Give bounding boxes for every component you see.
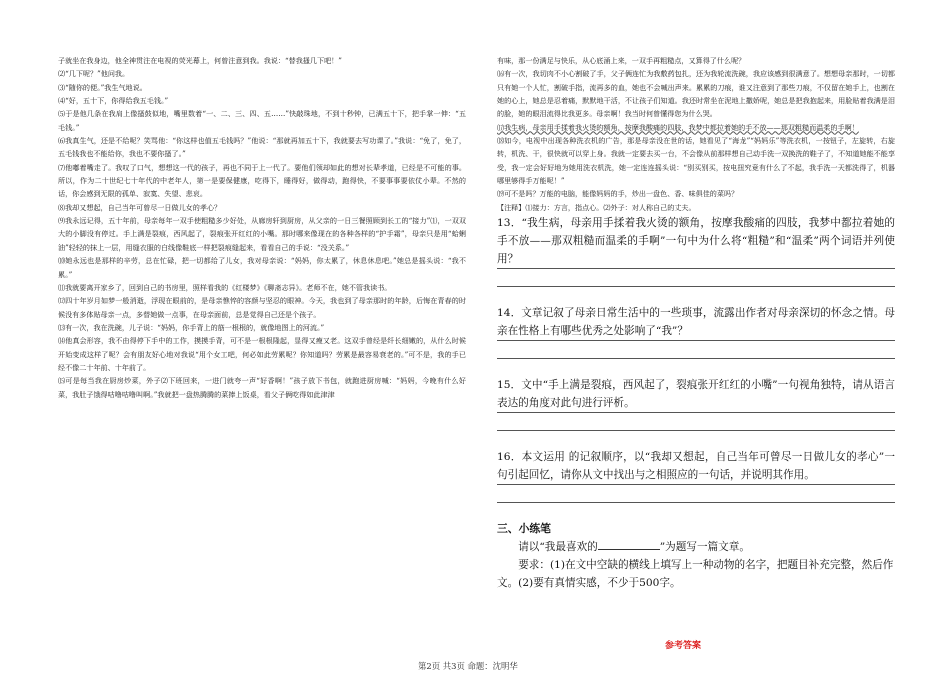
answer-key-link[interactable]: 参考答案 <box>665 641 702 651</box>
reading-paragraph: ⒃有一次，我切肉不小心割破了手，父子俩连忙为我敷药包扎，还为我轮流洗碗，我应该感到很满意了。想想母亲那时，一切都只有她一个人忙，割破手指，流再多的血，她也不会喊出声来。累累的刀痕，谁又注意到了那些刀痕，不仅留在她手上，也割在她的心上，她总是忍着痛，默默地干活，不让孩子们知道。我还时常坐在泥地上撒娇呢，她总是把我抱起来，用脸贴着我满是泪的脸，她的眼泪流得比我更多。母亲啊！我当时何曾懂得您为什么哭。 <box>497 69 895 119</box>
answer-line[interactable] <box>497 268 895 269</box>
prompt-before: 请以“我最喜欢的 <box>518 541 598 554</box>
reading-paragraph: ⑺他嘟着嘴走了。我叹了口气，想想这一代的孩子，再也不同于上一代了。要他们领却如此的想对长辈孝道，已经是不可能的事。所以，作为二十世纪七十年代的中老年人，第一是要保健康，吃得下，睡得好，做得动，跑得快，不要事事要依仗小辈。不然的话，你会感到无限的孤单、寂寞、失望、悲哀。 <box>58 162 466 199</box>
reading-paragraph: ⑵“几下呢？”他问我。 <box>58 69 130 79</box>
page-footer: 第2页 共3页 命题：沈明华 <box>418 661 518 671</box>
reading-paragraph: ⒀有一次，我在洗碗，儿子说：“妈妈，你手背上的筋一根根的，就像地图上的河流。” <box>58 322 325 332</box>
answer-line[interactable] <box>497 340 895 341</box>
reading-paragraph: ⑶“随你的便。”我生气地说。 <box>58 82 147 92</box>
section-title: 三、小练笔 <box>497 522 551 536</box>
question-14: 14．文章记叙了母亲日常生活中的一些琐事，流露出作者对母亲深切的怀念之情。母亲在性格上有哪些优秀之处影响了“我”？ <box>497 307 895 338</box>
left-column <box>58 54 466 401</box>
answer-line[interactable] <box>497 286 895 287</box>
reading-paragraph: ⑸于是他几条在我肩上像搔鼓似地，嘴里数着“一、二、三、四、五……”快敲珠地，不到十秒钟，已满五十下，把手掌一伸：“五毛钱。” <box>58 109 466 132</box>
answer-line[interactable] <box>497 430 895 431</box>
writing-requirements: 要求：(1)在文中空缺的横线上填写上一种动物的名字，把题目补充完整，然后作文。(2)要有真情实感，不少于500字。 <box>497 559 894 590</box>
reading-paragraph: ⒁他真会形容，我不由得停下手中的工作，摸摸手背，可不是一根根隆起，显得又瘦又老。这双手曾经是纤长细嫩的，从什么时候开始变成这样了呢？会有朋友好心地对我说“用个女工吧，何必如此劳累呢？你知道吗？劳累是最容易衰老的。”可不是，我的手已经不像二十年前、十年前了。 <box>58 336 466 372</box>
reading-paragraph: ⑻我却又想起，自己当年可曾尽一日做儿女的孝心？ <box>58 202 222 212</box>
answer-line[interactable] <box>497 502 895 503</box>
question-15: 15．文中“手上满是裂痕，西风起了，裂痕张开红红的小嘴”一句视角独特，请从语言表达的角度对此句进行评析。 <box>497 379 895 410</box>
reading-paragraph: ⒂可是每当我在厨房炒菜，外子⑵下班回来，一进门就夸一声“好香啊！”孩子放下书包，就跑进厨房喊：“妈妈，今晚有什么好菜，我肚子饿得咕噜咕噜叫啊。”我就把一盘热腾腾的菜捧上饭桌，看父子俩吃得如此津津 <box>58 376 466 399</box>
reading-paragraph: ⒆可不是吗？万能的电脑，能像妈妈的手，炒出一盘色、香、味俱佳的菜吗？ <box>497 189 739 199</box>
question-16: 16．本文运用 的记叙顺序，以“我却又想起，自己当年可曾尽一日做儿女的孝心”一句引起回忆，请你从文中找出与之相照应的一句话，并说明其作用。 <box>497 451 895 482</box>
reading-paragraph: ⒅如今，电视中出现各种洗衣机的广告，那是母亲没在世的话，她看见了“海龙”“妈妈乐”等洗衣机，一按钮子，左旋转，右旋转，机洗、干，很快就可以穿上身。我就一定要去买一台，不会像从前那样想自己动手洗一双换洗的鞋子了，不知道她能不能享受，我一定会好好地为她用洗衣机洗，她一定连连摇头说：“别买别买，按电扭究竟有什么了不起，我手洗一天都洗得了，机器哪里够得手万能呢！” <box>497 136 895 186</box>
answer-line[interactable] <box>497 412 895 413</box>
answer-line[interactable] <box>497 484 895 485</box>
reading-paragraph: ⑼我永远记得，五十年前，母亲每年一双手使粗糙多少好处，从廊房轩到厨房，从父亲的一日三餐照顾到长工的“接力”⑴，一双双大的小脚没有停过。手上满是裂痕，西风起了，裂痕张开红红的小嘴。那时哪来像现在的各种各样的“护手霜”，母亲只是用“蛤蜊油”轻轻的抹上一层，用缝衣服的白线像鞋底一样把裂痕缝起来，看看自己的手说：“没关系。” <box>58 216 466 252</box>
right-column <box>497 54 895 592</box>
reading-paragraph: ⑽她永远也是那样的辛劳，总在忙碌，把一切都给了儿女，我对母亲说：“妈妈，你太累了，休息休息吧。”她总是摇头说：“我不累。” <box>58 256 466 279</box>
reading-paragraph: ⑾我就要离开家乡了，回到自己的书房里，照样看我的《红楼梦》《聊斋志异》。老师不在，她不管我读书。 <box>58 282 392 292</box>
writing-prompt <box>497 538 895 556</box>
prompt-after: ”为题写一篇文章。 <box>659 541 750 554</box>
highlighted-paragraph: ⒄我生病，母亲用手揉着我火烫的额角，按摩我酸痛的四肢，我梦中都拉着她的手不放——那双粗糙而温柔的手啊！ <box>497 122 859 132</box>
answer-line[interactable] <box>497 358 895 359</box>
title-blank[interactable] <box>598 539 660 550</box>
reading-paragraph: 子就坐在我身边，他全神贯注在电视的荧光幕上，何曾注意到我。我说：“替我搔几下吧！” <box>58 56 342 65</box>
reading-paragraph: ⑿四十年岁月如梦一般消逝，浮现在眼前的，是母亲憔悴的容颜与坚忍的眼神。今天，我也到了母亲那时的年龄，后悔在青春的时候没有多体贴母亲一点，多替她做一点事，在母亲面前，总是觉得自己还是个孩子。 <box>58 296 466 319</box>
reading-paragraph: 有味，那一份满足与快乐，从心底涌上来，一双手再粗糙点，又算得了什么呢？ <box>497 56 746 65</box>
question-13: 13．“我生病，母亲用手揉着我火烫的额角，按摩我酸痛的四肢，我梦中都拉着她的手不放——那双粗糙而温柔的手啊”一句中为什么将“粗糙”和“温柔”两个词语并列使用？ <box>497 217 895 266</box>
reading-paragraph: ⑷“好，五十下，你得给我五毛钱。” <box>58 96 169 106</box>
notes: 【注释】⑴接力：方言，指点心。⑵外子：对人称自己的丈夫。 <box>497 202 696 212</box>
reading-paragraph: ⑹我真生气，还是不给呢？笑骂他：“你这样也值五毛钱吗？”他说：“那就再加五十下，我就要去写功课了。”我说：“免了，免了，五毛钱我也不能给你，我也不要你搔了。” <box>58 136 466 159</box>
